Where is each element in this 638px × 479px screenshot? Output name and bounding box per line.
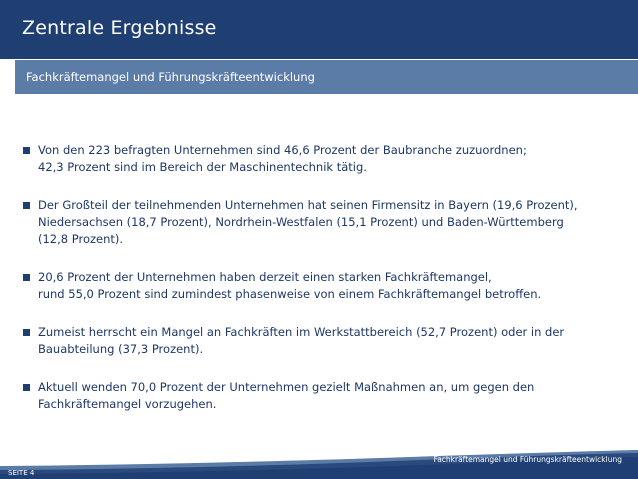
subtitle-bar (15, 60, 638, 94)
square-bullet-icon (23, 274, 30, 281)
bullet-text: 20,6 Prozent der Unternehmen haben derzeit einen starken Fachkräftemangel, rund 55,0 Prozent sind zumindest phasenweise von einem Fachkräftemangel betroffen. (38, 270, 542, 301)
bullet-list (23, 142, 603, 434)
page-number: SEITE 4 (8, 469, 35, 477)
page-title: Zentrale Ergebnisse (22, 17, 217, 39)
bullet-text: Der Großteil der teilnehmenden Unternehmen hat seinen Firmensitz in Bayern (19,6 Prozent), Niedersachsen (18,7 Prozent), Nordrhein-Westfalen (15,1 Prozent) und Baden-Württemberg (12,8 Prozent). (38, 198, 578, 246)
bullet-item (23, 197, 603, 248)
square-bullet-icon (23, 329, 30, 336)
square-bullet-icon (23, 384, 30, 391)
bullet-text: Von den 223 befragten Unternehmen sind 46,6 Prozent der Baubranche zuzuordnen; 42,3 Prozent sind im Bereich der Maschinentechnik tätig. (38, 143, 527, 174)
bullet-item (23, 142, 603, 176)
bullet-item (23, 379, 603, 413)
bullet-item (23, 324, 603, 358)
title-bar (0, 0, 638, 59)
footer-label: Fachkräftemangel und Führungskräfteentwicklung (433, 455, 622, 464)
square-bullet-icon (23, 147, 30, 154)
bullet-text: Aktuell wenden 70,0 Prozent der Unternehmen gezielt Maßnahmen an, um gegen den Fachkräftemangel vorzugehen. (38, 380, 535, 411)
bullet-text: Zumeist herrscht ein Mangel an Fachkräften im Werkstattbereich (52,7 Prozent) oder in der Bauabteilung (37,3 Prozent). (38, 325, 565, 356)
square-bullet-icon (23, 202, 30, 209)
bullet-item (23, 269, 603, 303)
page-subtitle: Fachkräftemangel und Führungskräfteentwicklung (26, 70, 315, 84)
